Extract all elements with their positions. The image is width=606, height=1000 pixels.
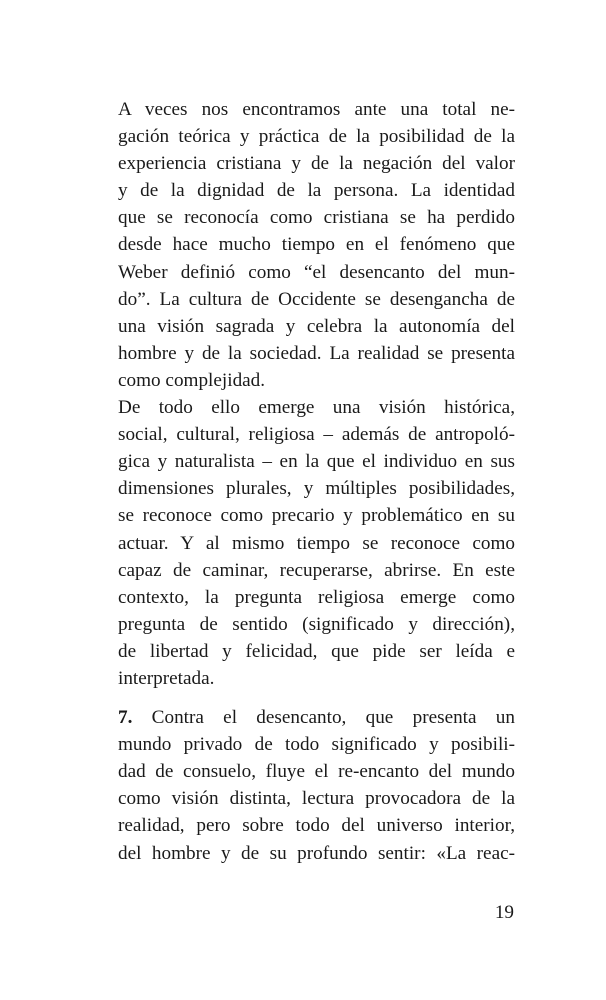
section-first-line-text: Contra el desencanto, que presenta un <box>132 707 515 729</box>
section-first-line <box>92 704 515 731</box>
text-line: dad de consuelo, fluye el re-encanto del mundo <box>118 761 515 783</box>
text-line: que se reconocía como cristiana se ha perdido <box>118 207 515 229</box>
text-line: como visión distinta, lectura provocadora de la <box>118 788 515 810</box>
text-line: mundo privado de todo significado y posibili- <box>118 734 515 756</box>
text-line: De todo ello emerge una visión histórica, <box>118 397 515 419</box>
text-line: gación teórica y práctica de la posibilidad de la <box>118 126 515 148</box>
text-line: gica y naturalista – en la que el individuo en sus <box>118 451 515 473</box>
text-line: do”. La cultura de Occidente se desengancha de <box>118 288 515 310</box>
text-line: actuar. Y al mismo tiempo se reconoce como <box>118 532 515 554</box>
text-line: realidad, pero sobre todo del universo interior, <box>118 815 515 837</box>
text-line: capaz de caminar, recuperarse, abrirse. En este <box>118 559 515 581</box>
text-line: Weber definió como “el desencanto del mun- <box>118 261 515 283</box>
text-line: del hombre y de su profundo sentir: «La reac- <box>118 842 515 864</box>
paragraph-2 <box>92 394 515 692</box>
text-line: como complejidad. <box>118 369 266 391</box>
section-number: 7. <box>118 707 133 729</box>
paragraph-1 <box>92 96 515 394</box>
text-line: social, cultural, religiosa – además de antropoló- <box>118 424 515 446</box>
section-7 <box>92 704 515 867</box>
text-line: experiencia cristiana y de la negación del valor <box>118 153 515 175</box>
text-line: dimensiones plurales, y múltiples posibilidades, <box>118 478 515 500</box>
text-line: una visión sagrada y celebra la autonomía del <box>118 315 515 337</box>
text-line: desde hace mucho tiempo en el fenómeno que <box>118 234 515 256</box>
text-line: A veces nos encontramos ante una total ne- <box>118 99 515 120</box>
text-line: hombre y de la sociedad. La realidad se presenta <box>118 342 515 364</box>
text-line: interpretada. <box>118 667 215 689</box>
page-body <box>92 96 515 867</box>
text-line: de libertad y felicidad, que pide ser leída e <box>118 640 515 662</box>
text-line: se reconoce como precario y problemático en su <box>118 505 515 527</box>
text-line: pregunta de sentido (significado y dirección), <box>118 613 515 635</box>
text-line: y de la dignidad de la persona. La identidad <box>118 180 515 202</box>
text-line: contexto, la pregunta religiosa emerge como <box>118 586 515 608</box>
page-number: 19 <box>494 902 514 923</box>
